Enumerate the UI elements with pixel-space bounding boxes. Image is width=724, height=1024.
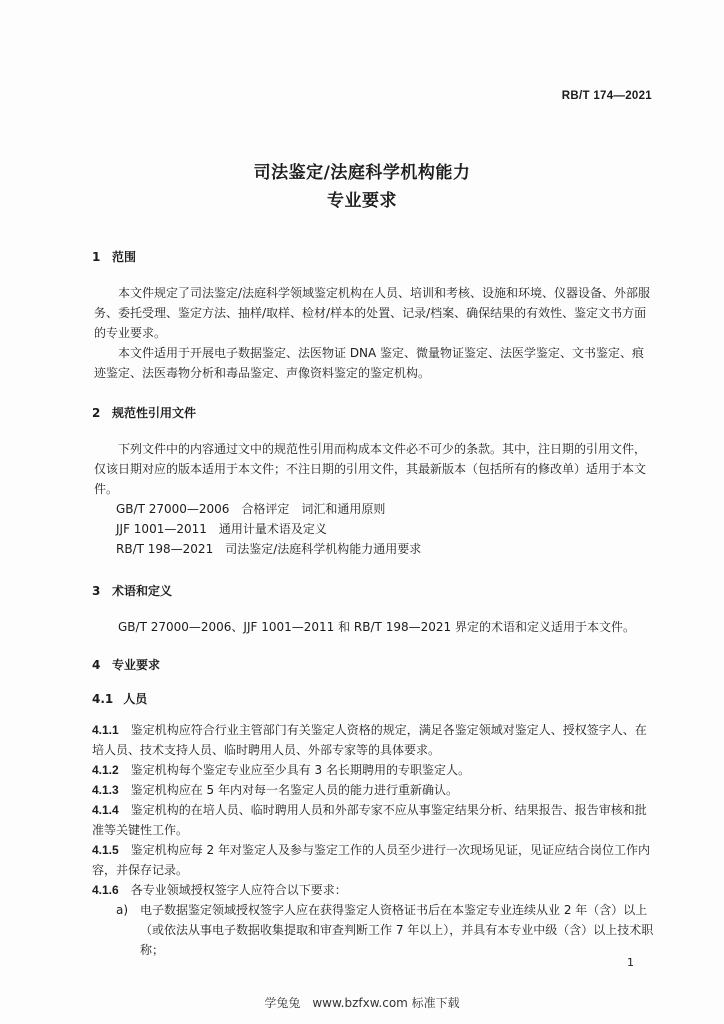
section-2-heading <box>92 404 196 421</box>
clause-text: 鉴定机构应在 5 年内对每一名鉴定人员的能力进行重新确认。 <box>130 783 458 797</box>
footer-watermark: 学兔兔 www.bzfxw.com 标准下载 <box>264 996 460 1010</box>
section-3-paragraph-1: GB/T 27000—2006、JJF 1001—2011 和 RB/T 198—2021 界定的术语和定义适用于本文件。 <box>118 620 635 634</box>
document-title-line2: 专业要求 <box>327 191 397 211</box>
section-title: 范围 <box>112 250 137 264</box>
clause-text: 鉴定机构每个鉴定专业应至少具有 3 名长期聘用的专职鉴定人。 <box>130 763 470 777</box>
clause-number: 4.1.2 <box>92 763 119 777</box>
clause-4-1-6 <box>92 880 655 900</box>
section-title: 规范性引用文件 <box>112 406 197 420</box>
section-number: 3 <box>92 584 101 598</box>
clause-number: 4.1.4 <box>92 803 119 817</box>
clause-4-1-1 <box>92 720 655 760</box>
section-number: 2 <box>92 406 101 420</box>
list-item-label: a) <box>116 903 129 917</box>
section-title: 术语和定义 <box>112 584 173 598</box>
clause-4-1-4 <box>92 800 655 840</box>
section-3-heading <box>92 582 172 599</box>
clause-text: 各专业领域授权签字人应符合以下要求： <box>130 883 347 897</box>
normative-reference: RB/T 198—2021 司法鉴定/法庭科学机构能力通用要求 <box>116 542 422 556</box>
section-1-paragraph-2: 本文件适用于开展电子数据鉴定、法医物证 DNA 鉴定、微量物证鉴定、法医学鉴定、文书鉴定、痕迹鉴定、法医毒物分析和毒品鉴定、声像资料鉴定的鉴定机构。 <box>94 346 645 380</box>
subsection-title: 人员 <box>123 692 148 706</box>
subsection-4-1-heading <box>92 690 147 707</box>
section-number: 1 <box>92 250 101 264</box>
normative-reference: JJF 1001—2011 通用计量术语及定义 <box>116 522 327 536</box>
subsection-number: 4.1 <box>92 692 114 706</box>
list-item-a <box>116 900 656 960</box>
section-1-paragraph-1: 本文件规定了司法鉴定/法庭科学领域鉴定机构在人员、培训和考核、设施和环境、仪器设备、外部服务、委托受理、鉴定方法、抽样/取样、检材/样本的处置、记录/档案、确保结果的有效性、鉴定文书方面的专业要求。 <box>94 286 651 340</box>
clause-number: 4.1.3 <box>92 783 119 797</box>
section-number: 4 <box>92 658 101 672</box>
clause-4-1-5 <box>92 840 655 880</box>
section-1-heading <box>92 248 136 265</box>
clause-text: 鉴定机构应符合行业主管部门有关鉴定人资格的规定，满足各鉴定领域对鉴定人、授权签字人、在培人员、技术支持人员、临时聘用人员、外部专家等的具体要求。 <box>92 723 647 757</box>
clause-number: 4.1.6 <box>92 883 119 897</box>
page-number: 1 <box>627 956 634 969</box>
clause-number: 4.1.5 <box>92 843 119 857</box>
clause-4-1-2 <box>92 760 655 780</box>
clause-4-1-3 <box>92 780 655 800</box>
document-title-line1: 司法鉴定/法庭科学机构能力 <box>253 163 471 183</box>
section-2-paragraph-1: 下列文件中的内容通过文中的规范性引用而构成本文件必不可少的条款。其中，注日期的引用文件，仅该日期对应的版本适用于本文件；不注日期的引用文件，其最新版本（包括所有的修改单）适用于本文件。 <box>94 442 647 496</box>
normative-reference: GB/T 27000—2006 合格评定 词汇和通用原则 <box>116 502 386 516</box>
standard-code: RB/T 174—2021 <box>561 90 652 102</box>
section-title: 专业要求 <box>112 658 161 672</box>
list-item-text: 电子数据鉴定领域授权签字人应在获得鉴定人资格证书后在本鉴定专业连续从业 2 年（含）以上（或依法从事电子数据收集提取和审查判断工作 7 年以上），并具有本专业中级（含）以上技术职称； <box>140 903 654 957</box>
clause-number: 4.1.1 <box>92 723 119 737</box>
section-4-heading <box>92 656 160 673</box>
clause-text: 鉴定机构应每 2 年对鉴定人及参与鉴定工作的人员至少进行一次现场见证，见证应结合岗位工作内容，并保存记录。 <box>92 843 650 877</box>
clause-text: 鉴定机构的在培人员、临时聘用人员和外部专家不应从事鉴定结果分析、结果报告、报告审核和批准等关键性工作。 <box>92 803 647 837</box>
